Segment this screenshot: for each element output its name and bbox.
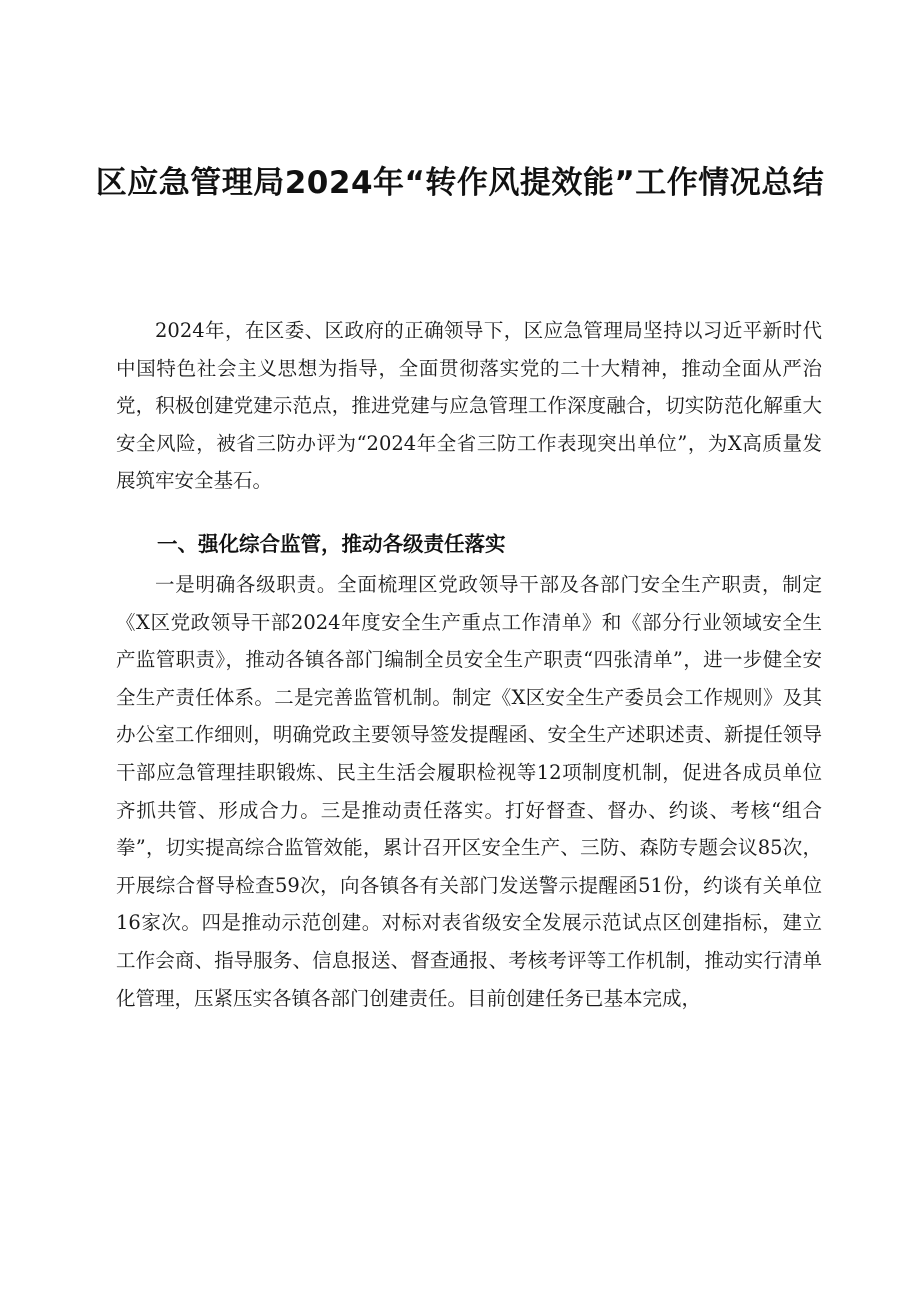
- section-paragraph: 一是明确各级职责。全面梳理区党政领导干部及各部门安全生产职责，制定《X区党政领导干部2024年度安全生产重点工作清单》和《部分行业领域安全生产监管职责》，推动各镇各部门编制全员安全生产职责“四张清单”，进一步健全安全生产责任体系。二是完善监管机制。制定《X区安全生产委员会工作规则》及其办公室工作细则，明确党政主要领导签发提醒函、安全生产述职述责、新提任领导干部应急管理挂职锻炼、民主生活会履职检视等12项制度机制，促进各成员单位齐抓共管、形成合力。三是推动责任落实。打好督查、督办、约谈、考核“组合拳”，切实提高综合监管效能，累计召开区安全生产、三防、森防专题会议85次，开展综合督导检查59次，向各镇各有关部门发送警示提醒函51份，约谈有关单位16家次。四是推动示范创建。对标对表省级安全发展示范试点区创建指标，建立工作会商、指导服务、信息报送、督查通报、考核考评等工作机制，推动实行清单化管理，压紧压实各镇各部门创建责任。目前创建任务已基本完成，: [116, 573, 822, 1010]
- section-heading: 一、强化综合监管，推动各级责任落实: [157, 532, 506, 556]
- intro-paragraph: 2024年，在区委、区政府的正确领导下，区应急管理局坚持以习近平新时代中国特色社会主义思想为指导，全面贯彻落实党的二十大精神，推动全面从严治党，积极创建党建示范点，推进党建与应急管理工作深度融合，切实防范化解重大安全风险，被省三防办评为“2024年全省三防工作表现突出单位”，为X高质量发展筑牢安全基石。: [116, 319, 822, 493]
- document-title: 区应急管理局2024年“转作风提效能”工作情况总结: [95, 165, 825, 201]
